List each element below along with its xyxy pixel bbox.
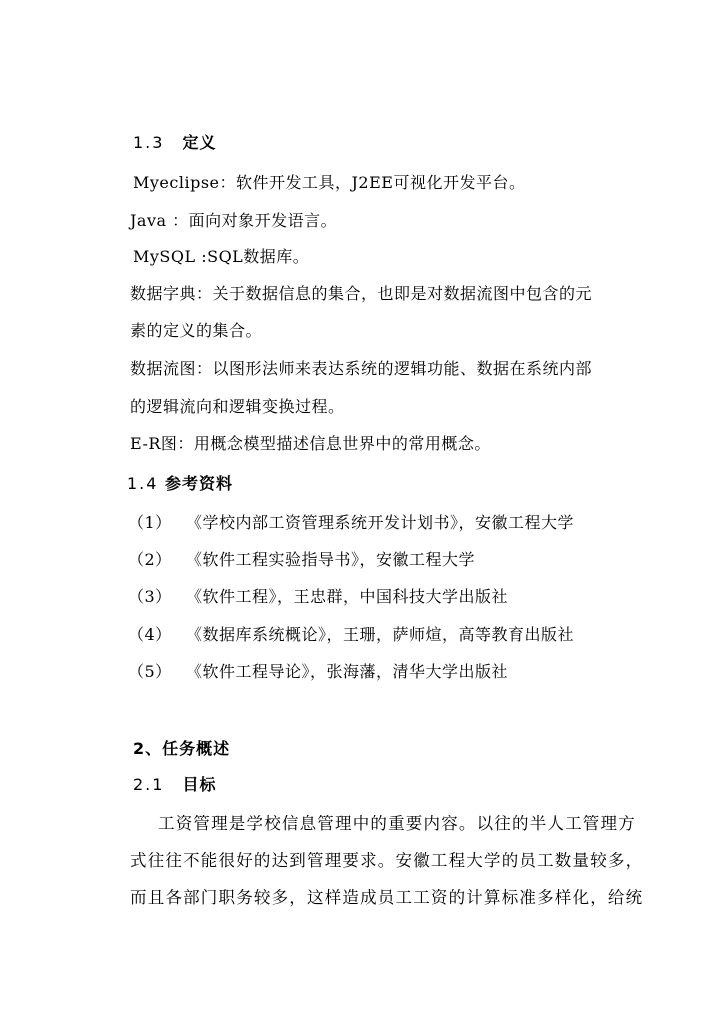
section-2-heading: 2、任务概述 xyxy=(133,739,231,758)
reference-text: 《学校内部工资管理系统开发计划书》，安徽工程大学 xyxy=(186,513,575,532)
goal-paragraph-line: 工资管理是学校信息管理中的重要内容。以往的半人工管理方 xyxy=(158,814,636,833)
definition-mysql: MySQL :SQL数据库。 xyxy=(133,247,310,266)
reference-text: 《数据库系统概论》，王珊，萨师煊，高等教育出版社 xyxy=(186,625,575,644)
section-2-1-heading xyxy=(133,775,216,795)
definition-data-dictionary-cont: 素的定义的集合。 xyxy=(130,321,263,340)
section-1-3-heading xyxy=(133,133,216,153)
goal-paragraph-line: 而且各部门职务较多，这样造成员工工资的计算标准多样化，给统 xyxy=(130,888,644,907)
reference-item xyxy=(128,513,574,533)
section-title: 参考资料 xyxy=(165,474,234,493)
reference-number: （3） xyxy=(128,587,172,606)
definition-data-flow-cont: 的逻辑流向和逻辑变换过程。 xyxy=(130,397,345,416)
reference-item xyxy=(128,550,475,570)
reference-item xyxy=(128,587,508,607)
reference-text: 《软件工程》，王忠群，中国科技大学出版社 xyxy=(186,587,509,606)
reference-text: 《软件工程实验指导书》，安徽工程大学 xyxy=(186,550,476,569)
definition-data-dictionary: 数据字典：关于数据信息的集合，也即是对数据流图中包含的元 xyxy=(130,284,593,303)
definition-er-diagram: E-R图：用概念模型描述信息世界中的常用概念。 xyxy=(130,434,491,453)
goal-paragraph-line: 式往往不能很好的达到管理要求。安徽工程大学的员工数量较多， xyxy=(130,851,644,870)
definition-data-flow: 数据流图：以图形法师来表达系统的逻辑功能、数据在系统内部 xyxy=(130,359,593,378)
section-number: 1.4 xyxy=(127,474,159,493)
section-title: 目标 xyxy=(182,775,217,794)
section-title: 定义 xyxy=(182,133,217,152)
reference-item xyxy=(128,662,508,682)
reference-text: 《软件工程导论》，张海藩，清华大学出版社 xyxy=(186,662,509,681)
reference-number: （2） xyxy=(128,550,172,569)
section-number: 2.1 xyxy=(133,775,165,794)
reference-number: （4） xyxy=(128,625,172,644)
reference-number: （1） xyxy=(128,513,172,532)
reference-number: （5） xyxy=(128,662,172,681)
section-number: 1.3 xyxy=(133,133,165,152)
reference-item xyxy=(128,625,574,645)
section-1-4-heading xyxy=(127,474,233,494)
definition-java: Java ：面向对象开发语言。 xyxy=(130,211,338,230)
definition-myeclipse: Myeclipse：软件开发工具，J2EE可视化开发平台。 xyxy=(133,173,526,192)
